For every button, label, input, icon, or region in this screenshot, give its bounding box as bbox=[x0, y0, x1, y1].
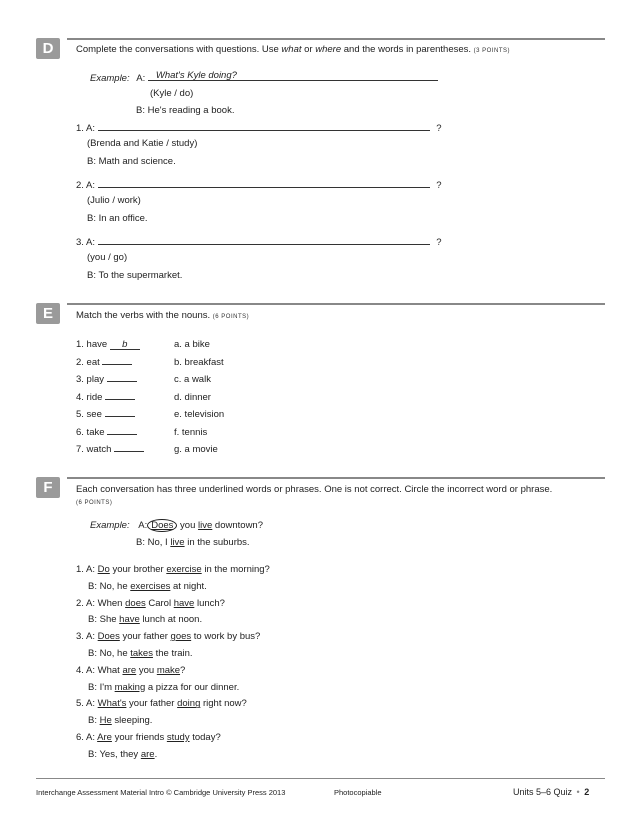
item-1-b: B: Math and science. bbox=[87, 156, 176, 167]
example-label: Example: bbox=[90, 73, 130, 84]
item-2-answer-line[interactable] bbox=[98, 178, 430, 188]
verb-answer-blank[interactable] bbox=[105, 390, 135, 400]
f-item-5-a: 5. A: What's your father doing right now? bbox=[76, 698, 247, 710]
item-2-b: B: In an office. bbox=[87, 213, 148, 224]
item-1-a bbox=[76, 121, 442, 134]
item-1-answer-line[interactable] bbox=[98, 121, 430, 131]
item-1-hint: (Brenda and Katie / study) bbox=[87, 138, 198, 149]
instr-text: or bbox=[301, 44, 316, 55]
item-3-answer-line[interactable] bbox=[98, 235, 430, 245]
question-mark: ? bbox=[436, 180, 442, 191]
section-f-badge: F bbox=[36, 477, 60, 498]
item-3-b: B: To the supermarket. bbox=[87, 270, 183, 281]
verb-row bbox=[76, 424, 144, 442]
section-e-badge: E bbox=[36, 303, 60, 324]
verb-row bbox=[76, 371, 144, 389]
example-label: Example: bbox=[90, 520, 130, 531]
verb-row bbox=[76, 336, 144, 354]
noun-item: b. breakfast bbox=[174, 356, 224, 368]
noun-item: g. a movie bbox=[174, 444, 218, 455]
footer-quiz: Units 5–6 Quiz • 2 bbox=[513, 787, 590, 797]
f-item-1-a: 1. A: Do your brother exercise in the morning? bbox=[76, 564, 270, 575]
footer-rule bbox=[36, 778, 605, 779]
instr-text: and the words in parentheses. bbox=[341, 44, 472, 55]
noun-item: d. dinner bbox=[174, 391, 211, 403]
item-2-hint: (Julio / work) bbox=[87, 195, 141, 206]
section-e-instruction bbox=[76, 310, 606, 323]
instr-text: Complete the conversations with questions. Use bbox=[76, 44, 282, 55]
verb-row bbox=[76, 354, 144, 372]
verb-answer-blank[interactable] bbox=[105, 407, 135, 417]
item-2-prefix: 2. A: bbox=[76, 180, 96, 191]
points-label: (6 POINTS) bbox=[212, 314, 250, 320]
footer-copyright: Interchange Assessment Material Intro © Cambridge University Press 2013 bbox=[36, 788, 286, 797]
verb-answer-blank[interactable] bbox=[102, 355, 132, 365]
verb-row bbox=[76, 389, 144, 407]
f-item-2-a: 2. A: When does Carol have lunch? bbox=[76, 597, 225, 609]
section-d-rule bbox=[67, 38, 605, 40]
verb-text: 2. eat bbox=[76, 356, 100, 368]
verb-text: 6. take bbox=[76, 426, 105, 438]
question-mark: ? bbox=[436, 123, 442, 134]
footer-photocopiable: Photocopiable bbox=[334, 788, 382, 797]
example-answer: What's Kyle doing? bbox=[155, 70, 237, 81]
item-1-prefix: 1. A: bbox=[76, 123, 96, 134]
instr-text: Each conversation has three underlined words or phrases. One is not correct. Circle the incorrect word or phrase. bbox=[76, 484, 553, 495]
f-item-3-a: 3. A: Does your father goes to work by bus? bbox=[76, 631, 261, 643]
noun-item: f. tennis bbox=[174, 426, 208, 438]
verb-row bbox=[76, 441, 144, 459]
f-items bbox=[76, 562, 556, 764]
f-item-2-b: B: She have lunch at noon. bbox=[88, 614, 203, 626]
f-example-row-b: B: No, I live in the suburbs. bbox=[136, 537, 250, 548]
item-3-hint: (you / go) bbox=[87, 252, 128, 263]
item-3-prefix: 3. A: bbox=[76, 237, 96, 248]
circled-word: Does bbox=[147, 519, 177, 532]
verb-answer-blank[interactable]: b bbox=[110, 340, 140, 350]
f-item-4-a: 4. A: What are you make? bbox=[76, 664, 186, 676]
section-e-rule bbox=[67, 303, 605, 305]
instr-italic-what: what bbox=[281, 44, 302, 55]
footer-quiz-label: Units 5–6 Quiz bbox=[513, 787, 573, 797]
verb-answer-blank[interactable] bbox=[114, 442, 144, 452]
instr-text: Match the verbs with the nouns. bbox=[76, 310, 211, 321]
section-d-badge: D bbox=[36, 38, 60, 59]
verb-answer-blank[interactable] bbox=[107, 372, 137, 382]
example-hint: (Kyle / do) bbox=[150, 88, 194, 99]
verb-text: 5. see bbox=[76, 409, 102, 420]
example-a-prefix: A: bbox=[136, 73, 146, 84]
question-mark: ? bbox=[436, 237, 442, 248]
verb-text: 4. ride bbox=[76, 391, 103, 403]
f-item-3-b: B: No, he takes the train. bbox=[88, 647, 193, 659]
instr-italic-where: where bbox=[315, 44, 342, 55]
example-answer-line bbox=[148, 71, 438, 81]
example-b: B: He's reading a book. bbox=[136, 105, 235, 116]
noun-item: c. a walk bbox=[174, 374, 211, 385]
section-d-instruction bbox=[76, 44, 606, 57]
verbs-column bbox=[76, 336, 144, 459]
item-3-a bbox=[76, 235, 442, 248]
f-example-row-a: Example: A: Does you live downtown? bbox=[90, 520, 263, 531]
points-label: (6 POINTS) bbox=[76, 500, 113, 506]
f-item-6-a: 6. A: Are your friends study today? bbox=[76, 731, 221, 743]
verb-text: 3. play bbox=[76, 374, 104, 385]
verb-text: 1. have bbox=[76, 339, 108, 350]
f-item-6-b: B: Yes, they are. bbox=[88, 748, 158, 760]
section-f-rule bbox=[67, 477, 605, 479]
verb-text: 7. watch bbox=[76, 444, 112, 455]
nouns-column bbox=[174, 336, 224, 459]
f-item-1-b: B: No, he exercises at night. bbox=[88, 580, 207, 592]
example-row bbox=[90, 71, 438, 84]
footer-page-number: 2 bbox=[584, 787, 590, 797]
points-label: (3 POINTS) bbox=[473, 48, 511, 54]
f-item-5-b: B: He sleeping. bbox=[88, 715, 153, 727]
f-item-4-b: B: I'm making a pizza for our dinner. bbox=[88, 681, 240, 693]
section-f-instruction bbox=[76, 484, 606, 509]
verb-answer-blank[interactable] bbox=[107, 425, 137, 435]
verb-row bbox=[76, 406, 144, 424]
noun-item: a. a bike bbox=[174, 339, 210, 350]
noun-item: e. television bbox=[174, 409, 225, 420]
item-2-a bbox=[76, 178, 442, 191]
